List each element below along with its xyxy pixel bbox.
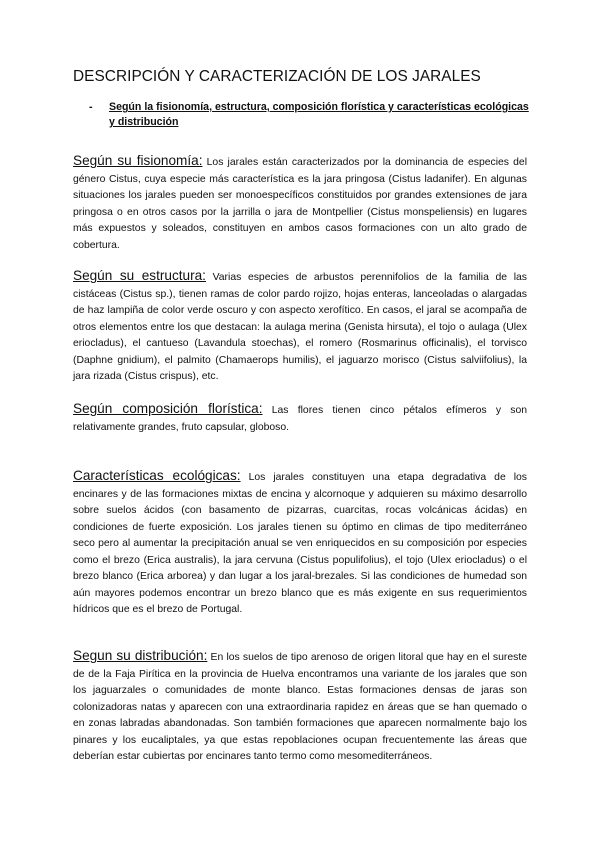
section-heading: Características ecológicas: (73, 468, 241, 484)
bullet-text: Según la fisionomía, estructura, composición florística y características ecológicas y distribución (109, 101, 529, 128)
section-composicion (73, 401, 527, 436)
section-distribucion (73, 648, 527, 766)
section-body: Los jarales están caracterizados por la dominancia de especies del género Cistus, cuya especie más característica es la jara pringosa (Cistus ladanifer). En algunas situaciones los jarales pueden ser monoespecíficos constituidos por grandes extensiones de jara pringosa o en otros casos por la jarrilla o jara de Montpellier (Cistus monspeliensis) en lugares más expuestos y soleados, constituyen en ambos casos formaciones con un alto grado de cobertura. (73, 157, 527, 251)
section-body: En los suelos de tipo arenoso de origen litoral que hay en el sureste de de la Faja Pirítica en la provincia de Huelva encontramos una variante de los jarales que son los jaguarzales o comunidades de monte blanco. Estas formaciones densas de jaras son colonizadoras natas y aparecen con una extraordinaria rapidez en áreas que se han quemado o en zonas labradas abandonadas. Son también formaciones que aparecen normalmente bajo los pinares y los eucaliptales, ya que estas repoblaciones ocupan frecuentemente las áreas que deberían estar cubiertas por encinares tanto termo como mesomediterráneos. (73, 652, 527, 763)
document-title: DESCRIPCIÓN Y CARACTERIZACIÓN DE LOS JARALES (73, 68, 481, 85)
section-estructura (73, 268, 527, 386)
section-body: Las flores tienen cinco pétalos efímeros y son relativamente grandes, fruto capsular, globoso. (73, 405, 528, 433)
section-body: Varias especies de arbustos perennifolios de la familia de las cistáceas (Cistus sp.), tienen ramas de color pardo rojizo, hojas enteras, lanceoladas o alargadas de haz lampiña de color verde oscuro y con aspecto xerofítico. En casos, el jaral se acompaña de otros elementos entre los que destacan: la aulaga merina (Genista hirsuta), el tojo o aulaga (Ulex eriocladus), el cantueso (Lavandula stoechas), el romero (Rosmarinus officinalis), el torvisco (Daphne gnidium), el palmito (Chamaerops humilis), el jaguarzo morisco (Cistus salviifolius), la jara rizada (Cistus crispus), etc. (73, 272, 527, 383)
section-heading: Segun su distribución: (73, 648, 208, 664)
bullet-subtitle (89, 100, 529, 130)
section-heading: Según su estructura: (73, 268, 206, 284)
section-heading: Según su fisionomía: (73, 153, 203, 169)
section-ecologicas (73, 468, 527, 619)
section-heading: Según composición florística: (73, 401, 263, 417)
section-body: Los jarales constituyen una etapa degradativa de los encinares y de las formaciones mixtas de encina y alcornoque y adquieren su máximo desarrollo sobre suelos ácidos (con basamento de pizarras, cuarcitas, rocas volcánicas ácidas) en condiciones de fuerte exposición. Los jarales tienen su óptimo en climas de tipo mediterráneo seco pero al aumentar la precipitación anual se ven enriquecidos en su composición por especies como el brezo (Erica australis), la jara cervuna (Cistus populifolius), el tojo (Ulex eriocladus) o el brezo blanco (Erica arborea) y dan lugar a los jaral-brezales. Si las condiciones de humedad son aún mayores podemos encontrar un brezo blanco que es más exigente en sus requerimientos hídricos que es el brezo de Portugal. (73, 472, 528, 616)
bullet-dash: - (89, 101, 93, 113)
section-fisionomia (73, 153, 527, 254)
